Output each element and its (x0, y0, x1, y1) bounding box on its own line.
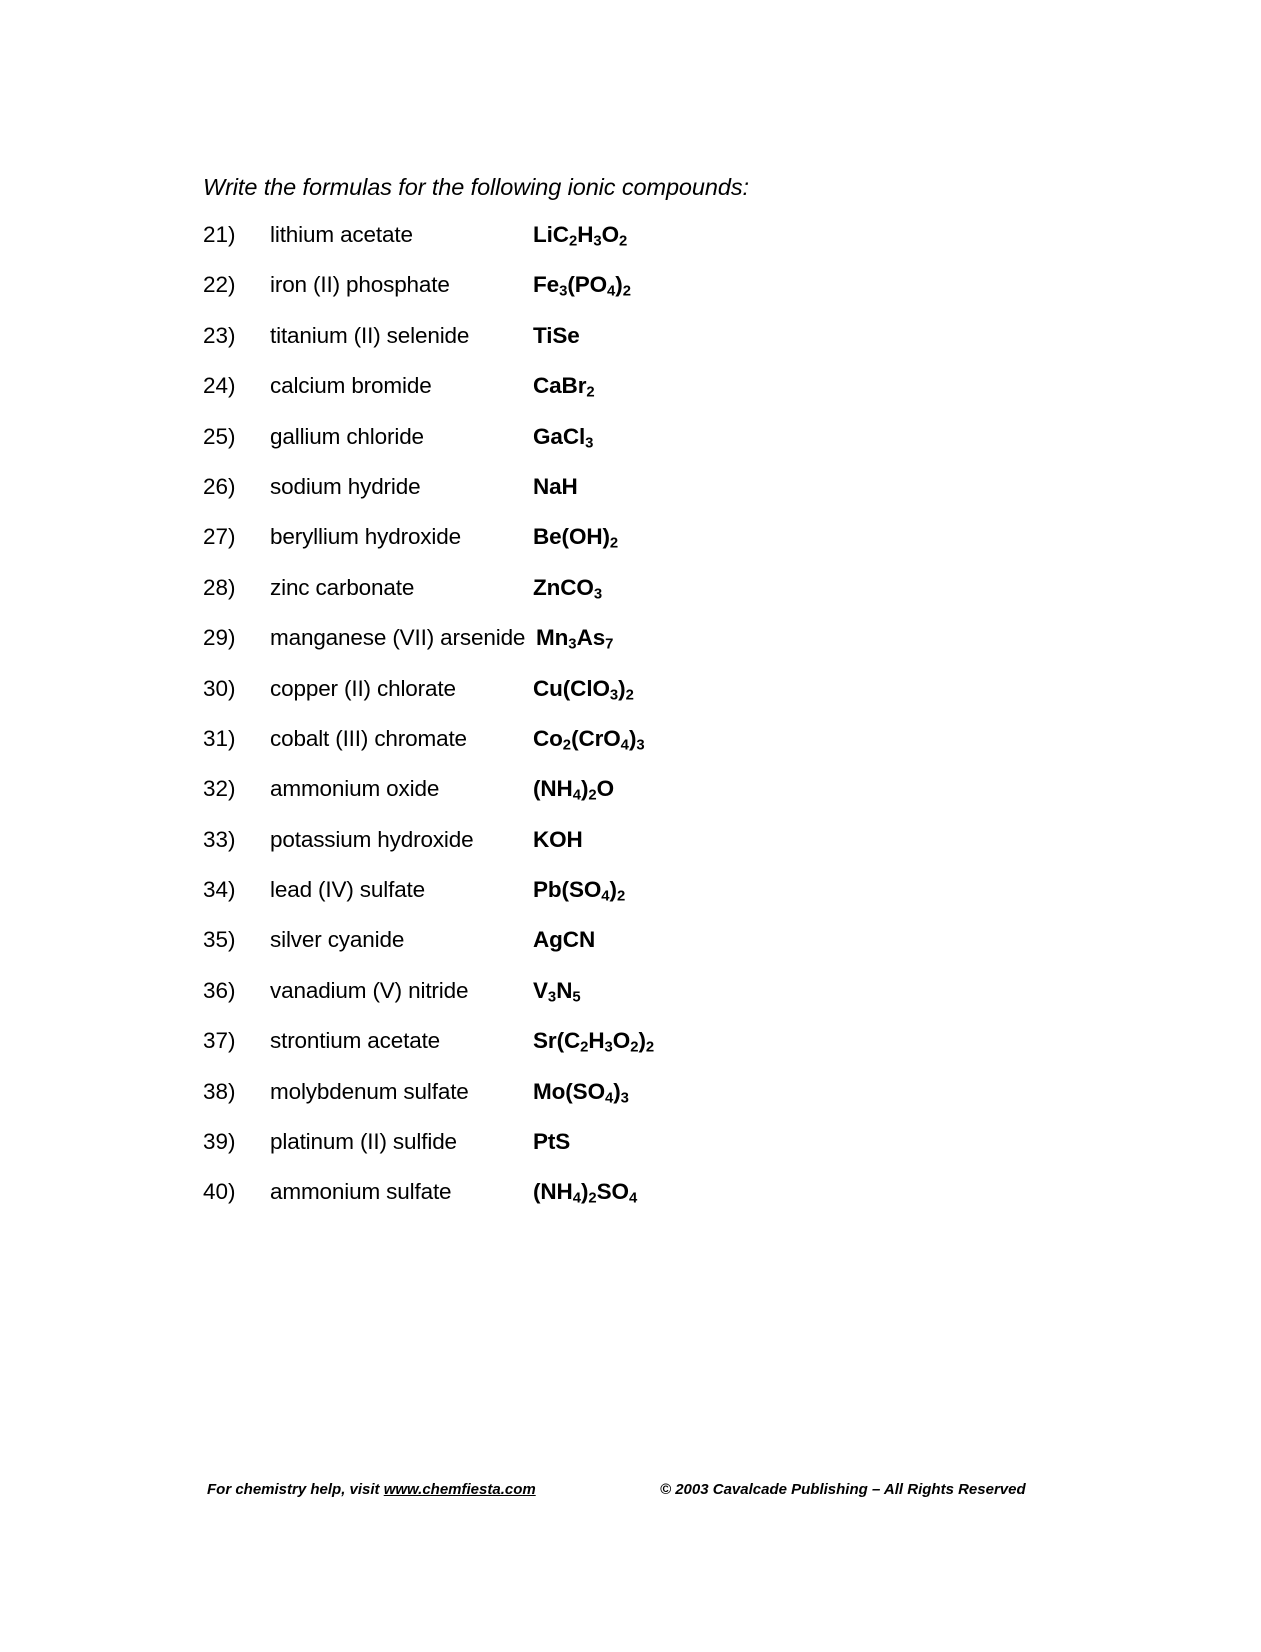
compound-formula: $Co_2(CrO_4)_3$ (533, 725, 645, 754)
compound-name: manganese (VII) arsenide (270, 625, 526, 651)
question-row (0, 1028, 1261, 1078)
compound-name: lead (IV) sulfate (270, 877, 426, 903)
compound-formula: $Be(OH)_2$ (533, 524, 619, 553)
compound-formula: $V_3N_5$ (533, 977, 581, 1006)
compound-formula: TiSe (533, 322, 580, 348)
compound-formula: $Cu(ClO_3)_2$ (533, 675, 634, 704)
compound-name: silver cyanide (270, 927, 405, 953)
question-number: 34) (203, 877, 236, 903)
question-row (0, 1079, 1261, 1129)
question-row (0, 272, 1261, 322)
question-row (0, 877, 1261, 927)
question-number: 40) (203, 1179, 236, 1205)
question-row (0, 978, 1261, 1028)
compound-formula: $LiC_2H_3O_2$ (533, 222, 628, 250)
compound-formula: NaH (533, 473, 578, 499)
question-number: 23) (203, 322, 236, 348)
question-number: 30) (203, 675, 236, 701)
compound-name: cobalt (III) chromate (270, 725, 467, 751)
question-number: 38) (203, 1078, 236, 1104)
compound-name: lithium acetate (270, 222, 413, 247)
question-number: 35) (203, 927, 236, 953)
question-number: 24) (203, 373, 236, 399)
compound-name: gallium chloride (270, 423, 424, 449)
question-number: 37) (203, 1028, 236, 1054)
page-title: Write the formulas for the following ionic compounds: (203, 174, 749, 200)
compound-name: titanium (II) selenide (270, 322, 470, 348)
footer-chemistry-help (207, 1481, 536, 1498)
page-footer (0, 1481, 1261, 1507)
compound-formula: PtS (533, 1129, 571, 1155)
compound-name: sodium hydride (270, 473, 421, 499)
compound-name: platinum (II) sulfide (270, 1129, 457, 1155)
question-number: 32) (203, 776, 236, 802)
compound-name: iron (II) phosphate (270, 272, 450, 298)
compound-formula: KOH (533, 826, 583, 852)
question-row (0, 1179, 1261, 1229)
question-row (0, 474, 1261, 524)
question-number: 26) (203, 473, 236, 499)
compound-name: potassium hydroxide (270, 826, 474, 852)
compound-formula: $Fe_3(PO_4)_2$ (533, 272, 631, 301)
question-row (0, 625, 1261, 675)
question-number: 22) (203, 272, 236, 298)
compound-formula: ZnCO$_3$ (533, 574, 603, 603)
question-number: 31) (203, 725, 236, 751)
question-number: 21) (203, 222, 236, 247)
question-number: 27) (203, 524, 236, 550)
question-row (0, 323, 1261, 373)
question-number: 33) (203, 826, 236, 852)
compound-name: molybdenum sulfate (270, 1078, 469, 1104)
question-row (0, 575, 1261, 625)
question-number: 28) (203, 574, 236, 600)
compound-name: copper (II) chlorate (270, 675, 456, 701)
question-row (0, 1129, 1261, 1179)
footer-help-prefix: For chemistry help, visit (207, 1481, 384, 1498)
question-number: 29) (203, 625, 236, 651)
compound-name: beryllium hydroxide (270, 524, 461, 550)
compound-formula: $Mo(SO_4)_3$ (533, 1078, 629, 1107)
question-number: 25) (203, 423, 236, 449)
question-row (0, 776, 1261, 826)
question-number: 36) (203, 977, 236, 1003)
compound-formula: CaBr$_2$ (533, 373, 595, 401)
question-list (0, 222, 1261, 1230)
question-row (0, 424, 1261, 474)
compound-name: calcium bromide (270, 373, 432, 399)
compound-name: ammonium oxide (270, 776, 440, 802)
question-row (0, 726, 1261, 776)
compound-formula: $Pb(SO_4)_2$ (533, 877, 626, 905)
footer-copyright: © 2003 Cavalcade Publishing – All Rights Reserved (660, 1481, 1026, 1498)
question-row (0, 676, 1261, 726)
question-row (0, 927, 1261, 977)
compound-name: strontium acetate (270, 1028, 441, 1054)
question-row (0, 222, 1261, 272)
compound-name: vanadium (V) nitride (270, 977, 469, 1003)
question-row (0, 373, 1261, 423)
chemfiesta-link[interactable]: www.chemfiesta.com (383, 1481, 536, 1498)
question-row (0, 524, 1261, 574)
compound-formula: $(NH_4)_2O$ (533, 776, 615, 804)
compound-formula: $Sr(C_2H_3O_2)_2$ (533, 1028, 655, 1056)
compound-formula: $(NH_4)_2SO_4$ (533, 1179, 638, 1208)
compound-name: ammonium sulfate (270, 1179, 452, 1205)
question-row (0, 827, 1261, 877)
compound-formula: GaCl$_3$ (533, 423, 594, 452)
question-number: 39) (203, 1129, 236, 1155)
compound-formula: AgCN (533, 927, 596, 953)
compound-name: zinc carbonate (270, 574, 415, 600)
compound-formula: $Mn_3As_7$ (536, 625, 614, 653)
